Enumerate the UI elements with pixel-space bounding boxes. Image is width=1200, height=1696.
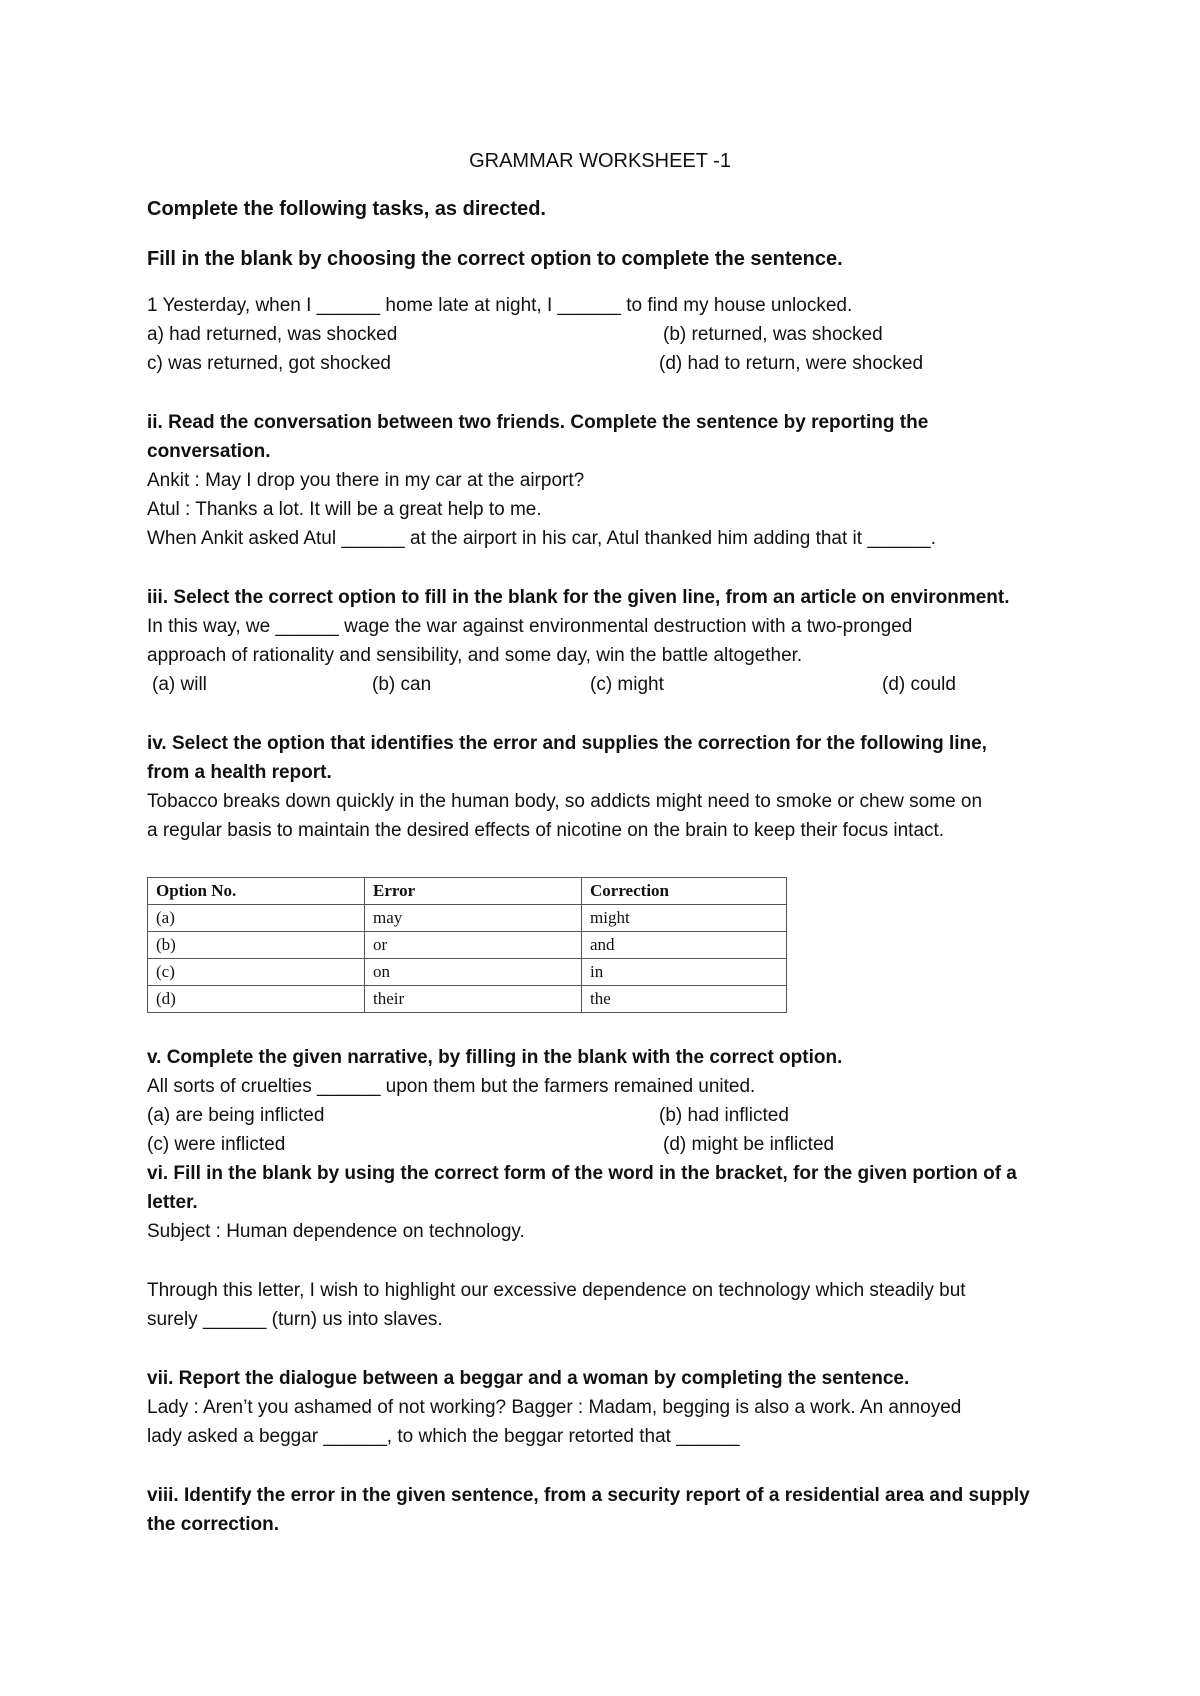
table-row — [148, 986, 787, 1013]
q3-option-c: (c) might — [590, 674, 664, 695]
table-header-row — [148, 878, 787, 905]
q4-heading-line-2: from a health report. — [147, 762, 332, 783]
q2-heading-line-2: conversation. — [147, 441, 271, 462]
table-cell-option: (d) — [148, 986, 365, 1013]
q6-heading-line-2: letter. — [147, 1192, 198, 1213]
page-title: GRAMMAR WORKSHEET -1 — [469, 150, 731, 172]
q3-passage-line-2: approach of rationality and sensibility, and some day, win the battle altogether. — [147, 645, 803, 666]
q5-option-b: (b) had inflicted — [659, 1105, 789, 1126]
q1-option-a: a) had returned, was shocked — [147, 324, 398, 345]
q6-heading-line-1: vi. Fill in the blank by using the correct form of the word in the bracket, for the given portion of a — [147, 1163, 1017, 1184]
table-row — [148, 905, 787, 932]
q5-option-c: (c) were inflicted — [147, 1134, 286, 1155]
table-cell-option: (c) — [148, 959, 365, 986]
error-correction-table — [147, 877, 787, 1013]
q3-heading: iii. Select the correct option to fill in the blank for the given line, from an article on environment. — [147, 587, 1010, 608]
table-cell-option: (b) — [148, 932, 365, 959]
q7-dialogue-line-2: lady asked a beggar ______, to which the beggar retorted that ______ — [147, 1426, 740, 1447]
q1-option-c: c) was returned, got shocked — [147, 353, 391, 374]
q2-heading-line-1: ii. Read the conversation between two friends. Complete the sentence by reporting the — [147, 412, 929, 433]
q2-dialogue-atul: Atul : Thanks a lot. It will be a great help to me. — [147, 499, 542, 520]
q5-option-a: (a) are being inflicted — [147, 1105, 325, 1126]
q7-dialogue-line-1: Lady : Aren’t you ashamed of not working? Bagger : Madam, begging is also a work. An annoyed — [147, 1397, 962, 1418]
q7-heading: vii. Report the dialogue between a beggar and a woman by completing the sentence. — [147, 1368, 910, 1389]
q8-heading-line-2: the correction. — [147, 1514, 279, 1535]
table-header-error: Error — [365, 878, 582, 905]
table-header-correction: Correction — [582, 878, 787, 905]
table-cell-correction: the — [582, 986, 787, 1013]
q3-option-b: (b) can — [372, 674, 432, 695]
q6-passage-line-1: Through this letter, I wish to highlight our excessive dependence on technology which steadily but — [147, 1280, 966, 1301]
table-cell-option: (a) — [148, 905, 365, 932]
q1-text: 1 Yesterday, when I ______ home late at night, I ______ to find my house unlocked. — [147, 295, 853, 316]
instruction: Complete the following tasks, as directed. — [147, 198, 546, 220]
q5-heading: v. Complete the given narrative, by filling in the blank with the correct option. — [147, 1047, 843, 1068]
q4-heading-line-1: iv. Select the option that identifies the error and supplies the correction for the following line, — [147, 733, 987, 754]
q2-dialogue-ankit: Ankit : May I drop you there in my car at the airport? — [147, 470, 585, 491]
section-heading: Fill in the blank by choosing the correct option to complete the sentence. — [147, 248, 843, 270]
q2-report-sentence: When Ankit asked Atul ______ at the airport in his car, Atul thanked him adding that it ______. — [147, 528, 937, 549]
q5-passage: All sorts of cruelties ______ upon them but the farmers remained united. — [147, 1076, 756, 1097]
q3-passage-line-1: In this way, we ______ wage the war against environmental destruction with a two-pronged — [147, 616, 913, 637]
table-cell-error: may — [365, 905, 582, 932]
q8-heading-line-1: viii. Identify the error in the given sentence, from a security report of a residential area and supply — [147, 1485, 1030, 1506]
table-cell-correction: in — [582, 959, 787, 986]
table-cell-error: or — [365, 932, 582, 959]
q6-passage-line-2: surely ______ (turn) us into slaves. — [147, 1309, 443, 1330]
q4-passage-line-2: a regular basis to maintain the desired effects of nicotine on the brain to keep their focus intact. — [147, 820, 945, 841]
table-row — [148, 959, 787, 986]
q3-option-a: (a) will — [152, 674, 207, 695]
q6-subject: Subject : Human dependence on technology. — [147, 1221, 525, 1242]
q4-passage-line-1: Tobacco breaks down quickly in the human body, so addicts might need to smoke or chew some on — [147, 791, 983, 812]
table-row — [148, 932, 787, 959]
table-cell-correction: might — [582, 905, 787, 932]
table-cell-error: their — [365, 986, 582, 1013]
q1-option-b: (b) returned, was shocked — [663, 324, 883, 345]
q1-option-d: (d) had to return, were shocked — [659, 353, 924, 374]
q5-option-d: (d) might be inflicted — [663, 1134, 835, 1155]
table-cell-error: on — [365, 959, 582, 986]
table-header-option: Option No. — [148, 878, 365, 905]
q3-option-d: (d) could — [882, 674, 956, 695]
table-cell-correction: and — [582, 932, 787, 959]
